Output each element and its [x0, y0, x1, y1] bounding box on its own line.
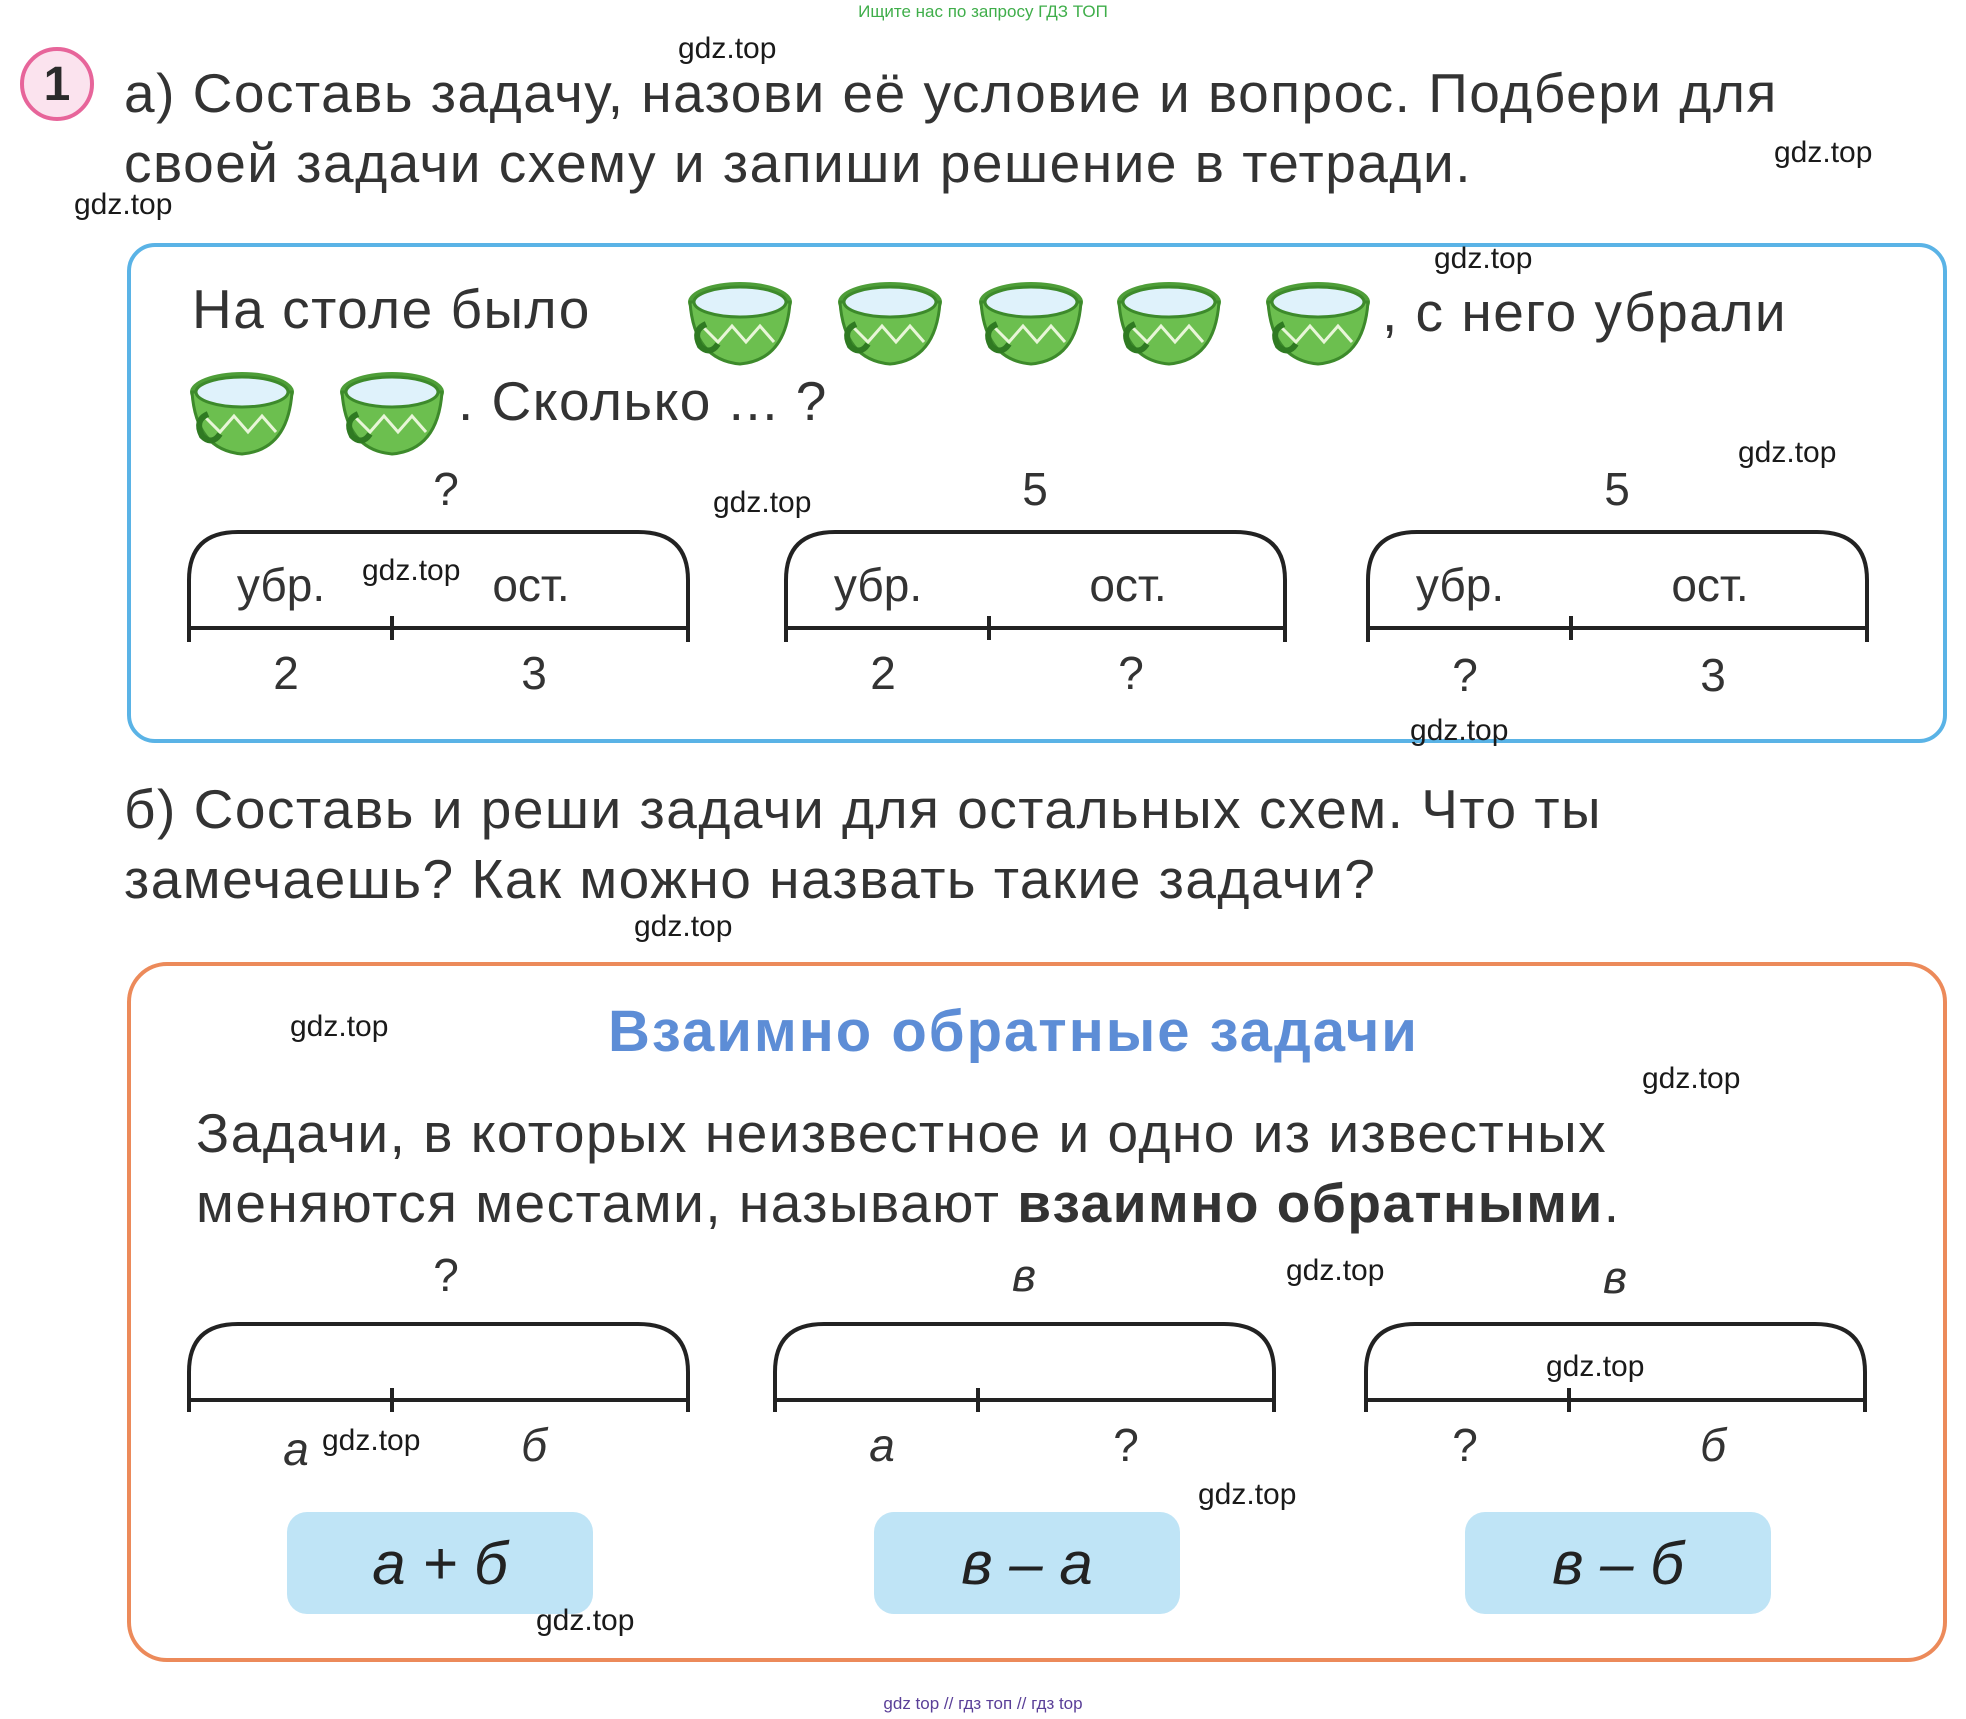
cup-icon: [1113, 268, 1225, 373]
part-a-line1: а) Составь задачу, назови её условие и вопрос. Подбери для: [124, 62, 1778, 124]
part-b-line1: б) Составь и реши задачи для остальных схем. Что ты: [124, 778, 1603, 840]
part-a-line2: своей задачи схему и запиши решение в тетради.: [124, 132, 1472, 194]
scheme-left-label: убр.: [236, 559, 326, 611]
scheme-left-value: а: [869, 1419, 895, 1471]
scheme-right-label: ост.: [1671, 559, 1749, 611]
scheme-right-label: ост.: [1089, 559, 1167, 611]
scheme-right-value: ?: [1113, 1419, 1139, 1471]
cup-icon: [975, 268, 1087, 373]
problem-end: . Сколько ... ?: [458, 370, 828, 432]
scheme-total: в: [1602, 1251, 1627, 1303]
watermark: gdz.top: [74, 188, 173, 221]
scheme-total: ?: [433, 463, 459, 515]
part-b-line2: замечаешь? Как можно назвать такие задачи?: [124, 848, 1377, 910]
rule-title: Взаимно обратные задачи: [608, 999, 1419, 1064]
watermark: gdz.top: [1642, 1062, 1741, 1095]
cup-icon: [834, 268, 946, 373]
scheme-left-value: ?: [1452, 649, 1478, 701]
scheme-right-value: б: [1700, 1419, 1726, 1471]
watermark: gdz.top: [1434, 242, 1533, 275]
footer-note: gdz top // гдз топ // гдз top: [883, 1694, 1083, 1713]
scheme-total: в: [1011, 1249, 1036, 1301]
cup-icon: [186, 358, 298, 463]
scheme-left-value: а: [283, 1423, 309, 1475]
scheme-left-value: ?: [1452, 1419, 1478, 1471]
problem-start: На столе было: [192, 278, 591, 340]
scheme-right-label: ост.: [492, 559, 570, 611]
scheme-right-value: 3: [1700, 649, 1726, 701]
scheme-a3: [1365, 460, 1875, 701]
scheme-a2: [783, 460, 1293, 699]
watermark: gdz.top: [1546, 1350, 1645, 1383]
watermark: gdz.top: [1774, 136, 1873, 169]
formula-difference-b: в – б: [1465, 1512, 1771, 1614]
cup-icon: [684, 268, 796, 373]
scheme-right-value: ?: [1118, 647, 1144, 699]
watermark: gdz.top: [322, 1424, 421, 1457]
watermark: gdz.top: [290, 1010, 389, 1043]
scheme-total: ?: [433, 1249, 459, 1301]
rule-text-line2: [196, 1168, 1620, 1238]
watermark: gdz.top: [713, 486, 812, 519]
watermark: gdz.top: [1286, 1254, 1385, 1287]
watermark: gdz.top: [1410, 714, 1509, 747]
rule-text-plain: меняются местами, называют: [196, 1172, 1001, 1234]
scheme-total: 5: [1604, 463, 1630, 515]
header-note: Ищите нас по запросу ГДЗ ТОП: [858, 2, 1108, 21]
watermark: gdz.top: [678, 32, 777, 65]
watermark: gdz.top: [1198, 1478, 1297, 1511]
scheme-b1: [186, 1249, 696, 1475]
formula-difference-a: в – а: [874, 1512, 1180, 1614]
scheme-total: 5: [1022, 463, 1048, 515]
cup-icon: [336, 358, 448, 463]
watermark: gdz.top: [1738, 436, 1837, 469]
scheme-left-value: 2: [273, 647, 299, 699]
scheme-right-value: 3: [521, 647, 547, 699]
scheme-left-label: убр.: [833, 559, 923, 611]
task-number-badge: 1: [20, 47, 94, 121]
scheme-right-value: б: [521, 1419, 547, 1471]
problem-mid: , с него убрали: [1382, 281, 1788, 343]
rule-text-period: .: [1603, 1172, 1621, 1234]
scheme-left-label: убр.: [1415, 559, 1505, 611]
rule-term: взаимно обратными: [1017, 1172, 1604, 1234]
scheme-b2: [772, 1249, 1282, 1472]
cup-icon: [1262, 268, 1374, 373]
rule-text-line1: Задачи, в которых неизвестное и одно из известных: [196, 1102, 1608, 1164]
watermark: gdz.top: [362, 554, 461, 587]
watermark: gdz.top: [634, 910, 733, 943]
scheme-left-value: 2: [870, 647, 896, 699]
formula-sum: а + б: [287, 1512, 593, 1614]
watermark: gdz.top: [536, 1604, 635, 1637]
